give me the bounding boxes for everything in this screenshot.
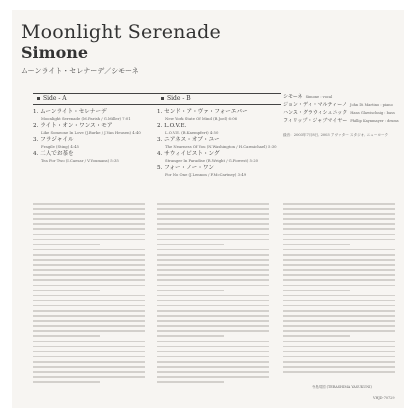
- liner-notes-text-line: [283, 351, 395, 353]
- liner-notes-text-line: [157, 239, 269, 241]
- liner-notes-text-line: [157, 295, 269, 297]
- track-en-title: The Nearness Of You (N.Washington / H.Carmichael) 5:30: [165, 144, 277, 149]
- liner-notes-column-2: [157, 203, 269, 389]
- liner-notes-text-line: [283, 208, 395, 210]
- side-b-tracklist: [157, 93, 281, 179]
- track-jp-title: 2. ライト・オン・ワンス・モア: [33, 123, 113, 129]
- liner-notes-text-line: [33, 330, 145, 332]
- side-a-tracklist: [33, 93, 157, 165]
- liner-notes-text-line: [33, 285, 145, 287]
- liner-notes-text-line: [33, 341, 145, 343]
- liner-notes-text-line: [33, 320, 145, 322]
- liner-notes-text-line: [33, 244, 100, 246]
- liner-notes-text-line: [33, 290, 100, 292]
- liner-notes-text-line: [33, 239, 145, 241]
- liner-notes-text-line: [33, 376, 145, 378]
- track-item: [33, 123, 157, 135]
- musician-jp-name: ハンス・グラウィシュニック: [283, 110, 348, 116]
- liner-notes-text-line: [33, 228, 145, 230]
- liner-notes-text-line: [283, 325, 395, 327]
- liner-notes-text-line: [283, 295, 395, 297]
- track-jp-title: 3. ニアネス・オブ・ユー: [157, 137, 220, 143]
- liner-notes-text-line: [283, 218, 395, 220]
- liner-notes-text-line: [157, 208, 269, 210]
- liner-notes-text-line: [157, 244, 224, 246]
- track-en-title: Like Someone In Love (J.Burke / J.Van Heusen) 4:40: [41, 130, 141, 135]
- track-en-title: Fragile (Sting) 4:45: [41, 144, 79, 149]
- personnel-row: [283, 101, 398, 109]
- liner-notes-text-line: [283, 290, 350, 292]
- liner-notes-text-line: [33, 381, 100, 383]
- musician-jp-name: ジョン・ディ・マルティーノ: [283, 102, 348, 108]
- track-jp-title: 1. センド・ア・ヴァ・フォーエバー: [157, 109, 248, 115]
- liner-notes-text-line: [157, 218, 269, 220]
- liner-notes-text-line: [283, 259, 395, 261]
- liner-notes-text-line: [157, 376, 269, 378]
- musician-role: Phillip Kaynmayer : drums: [350, 119, 399, 123]
- track-item: [33, 151, 157, 163]
- musician-jp-name: フィリップ・ジャブマイヤー: [283, 118, 348, 124]
- liner-notes-text-line: [33, 356, 145, 358]
- liner-notes-text-line: [33, 325, 145, 327]
- liner-notes-text-line: [157, 285, 269, 287]
- liner-notes-text-line: [33, 264, 145, 266]
- liner-notes-text-line: [283, 274, 395, 276]
- track-jp-title: 4. 二人でお茶を: [33, 151, 74, 157]
- liner-notes-text-line: [157, 249, 269, 251]
- japanese-title: ムーンライト・セレナーデ／シモーネ: [21, 67, 139, 75]
- side-a-heading-label: Side - A: [43, 95, 67, 102]
- liner-notes-text-line: [157, 259, 269, 261]
- track-jp-title: 5. フォー・ノー・ワン: [157, 165, 215, 171]
- liner-notes-text-line: [283, 254, 395, 256]
- liner-notes-text-line: [157, 325, 269, 327]
- liner-notes-text-line: [283, 279, 395, 281]
- liner-notes-text-line: [283, 315, 395, 317]
- liner-notes-text-line: [283, 361, 395, 363]
- musician-jp-name: シモーネ: [283, 94, 303, 100]
- personnel-row: [283, 117, 398, 125]
- liner-notes-text-line: [33, 223, 145, 225]
- liner-notes-text-line: [157, 264, 269, 266]
- musician-role: Hans Glawischnig : bass: [350, 111, 395, 115]
- catalog-number: VHJD-70729: [373, 396, 395, 400]
- liner-notes-text-line: [283, 213, 395, 215]
- musician-role: John Di Martino : piano: [350, 103, 393, 107]
- liner-notes-text-line: [157, 371, 269, 373]
- track-item: [157, 165, 281, 177]
- liner-notes-text-line: [33, 234, 145, 236]
- track-item: [157, 109, 281, 121]
- liner-notes-text-line: [283, 341, 395, 343]
- liner-notes-text-line: [157, 269, 269, 271]
- liner-notes-text-line: [157, 315, 269, 317]
- liner-notes-text-line: [283, 269, 395, 271]
- liner-notes-text-line: [157, 351, 269, 353]
- recording-info: 録音：2003年7月8日, 2003 アヴァター スタジオ, ニューヨーク: [283, 133, 389, 137]
- track-item: [157, 151, 281, 163]
- track-item: [33, 109, 157, 121]
- liner-notes-text-line: [283, 371, 395, 373]
- liner-notes-text-line: [33, 203, 145, 205]
- liner-notes-text-line: [283, 305, 395, 307]
- liner-notes-text-line: [283, 335, 350, 337]
- liner-notes-text-line: [283, 356, 395, 358]
- track-en-title: Tea For Two (I.Caesar / V.Youmans) 5:35: [41, 158, 119, 163]
- liner-notes-text-line: [283, 244, 350, 246]
- musician-role: Simone : vocal: [305, 95, 333, 99]
- artist-name: Simone: [21, 43, 89, 62]
- liner-notes-text-line: [33, 279, 145, 281]
- personnel-list: [283, 93, 398, 138]
- liner-notes-text-line: [283, 228, 395, 230]
- track-item: [157, 137, 281, 149]
- liner-notes-text-line: [283, 203, 395, 205]
- liner-notes-text-line: [157, 320, 269, 322]
- track-en-title: L.O.V.E. (B.Kaempfert) 4:50: [165, 130, 219, 135]
- liner-notes-text-line: [283, 330, 395, 332]
- liner-notes-text-line: [33, 351, 145, 353]
- liner-notes-text-line: [33, 208, 145, 210]
- track-jp-title: 2. L.O.V.E.: [157, 123, 187, 129]
- liner-notes-text-line: [157, 290, 224, 292]
- liner-notes-text-line: [157, 366, 269, 368]
- liner-notes-column-3: [283, 203, 395, 381]
- track-en-title: For No One (J.Lennon / P.McCartney) 3:49: [165, 172, 247, 177]
- liner-notes-text-line: [33, 249, 145, 251]
- liner-notes-text-line: [157, 234, 269, 236]
- liner-notes-text-line: [283, 366, 395, 368]
- liner-notes-text-line: [33, 254, 145, 256]
- liner-notes-text-line: [283, 264, 395, 266]
- square-bullet-icon: [37, 97, 40, 100]
- track-jp-title: 3. フラジャイル: [33, 137, 74, 143]
- liner-notes-text-line: [283, 346, 395, 348]
- liner-notes-text-line: [157, 223, 269, 225]
- liner-notes-text-line: [33, 335, 100, 337]
- track-en-title: New York State Of Mind (B.Joel) 6:06: [165, 116, 238, 121]
- liner-notes-text-line: [157, 213, 269, 215]
- liner-notes-text-line: [283, 234, 395, 236]
- liner-notes-text-line: [33, 361, 145, 363]
- liner-notes-text-line: [33, 269, 145, 271]
- side-b-heading-label: Side - B: [167, 95, 191, 102]
- liner-notes-text-line: [33, 366, 145, 368]
- liner-notes-column-1: [33, 203, 145, 389]
- track-jp-title: 4. サウィイビスト・ング: [157, 151, 220, 157]
- liner-notes-text-line: [283, 249, 395, 251]
- liner-notes-text-line: [283, 239, 395, 241]
- liner-notes-text-line: [157, 356, 269, 358]
- liner-notes-text-line: [33, 371, 145, 373]
- liner-notes-text-line: [157, 341, 269, 343]
- track-en-title: Stranger In Paradise (R.Wright / G.Forrest) 5:20: [165, 158, 259, 163]
- square-bullet-icon: [161, 97, 164, 100]
- liner-notes-text-line: [157, 346, 269, 348]
- liner-notes-text-line: [283, 310, 395, 312]
- liner-notes-text-line: [157, 361, 269, 363]
- album-title: Moonlight Serenade: [21, 21, 221, 43]
- notes-writer: 寺島靖国 (TERASHIMA YASUKUNI): [312, 385, 372, 389]
- liner-notes-text-line: [33, 310, 145, 312]
- liner-notes-text-line: [33, 315, 145, 317]
- liner-notes-text-line: [33, 218, 145, 220]
- liner-notes-text-line: [33, 259, 145, 261]
- liner-notes-text-line: [157, 330, 269, 332]
- liner-notes-text-line: [33, 295, 145, 297]
- track-item: [33, 137, 157, 149]
- liner-notes-text-line: [157, 254, 269, 256]
- liner-notes-text-line: [283, 320, 395, 322]
- track-item: [157, 123, 281, 135]
- liner-notes-text-line: [33, 274, 145, 276]
- personnel-row: [283, 93, 398, 101]
- side-b-heading: [157, 93, 281, 105]
- liner-notes-text-line: [157, 203, 269, 205]
- liner-notes-text-line: [33, 213, 145, 215]
- liner-notes-text-line: [157, 228, 269, 230]
- liner-notes-text-line: [33, 346, 145, 348]
- liner-notes-text-line: [157, 335, 224, 337]
- liner-notes-text-line: [157, 310, 269, 312]
- liner-notes-text-line: [157, 274, 269, 276]
- liner-notes-text-line: [283, 223, 395, 225]
- liner-notes-text-line: [33, 305, 145, 307]
- liner-notes-text-line: [33, 300, 145, 302]
- liner-notes-text-line: [283, 300, 395, 302]
- track-en-title: Moonlight Serenade (M.Parish / G.Miller) 7:01: [41, 116, 131, 121]
- personnel-row: [283, 109, 398, 117]
- liner-notes-text-line: [157, 381, 224, 383]
- side-a-heading: [33, 93, 157, 105]
- track-jp-title: 1. ムーンライト・セレナーデ: [33, 109, 107, 115]
- liner-notes-text-line: [283, 285, 395, 287]
- liner-notes-text-line: [157, 279, 269, 281]
- liner-notes-text-line: [157, 300, 269, 302]
- liner-notes-text-line: [157, 305, 269, 307]
